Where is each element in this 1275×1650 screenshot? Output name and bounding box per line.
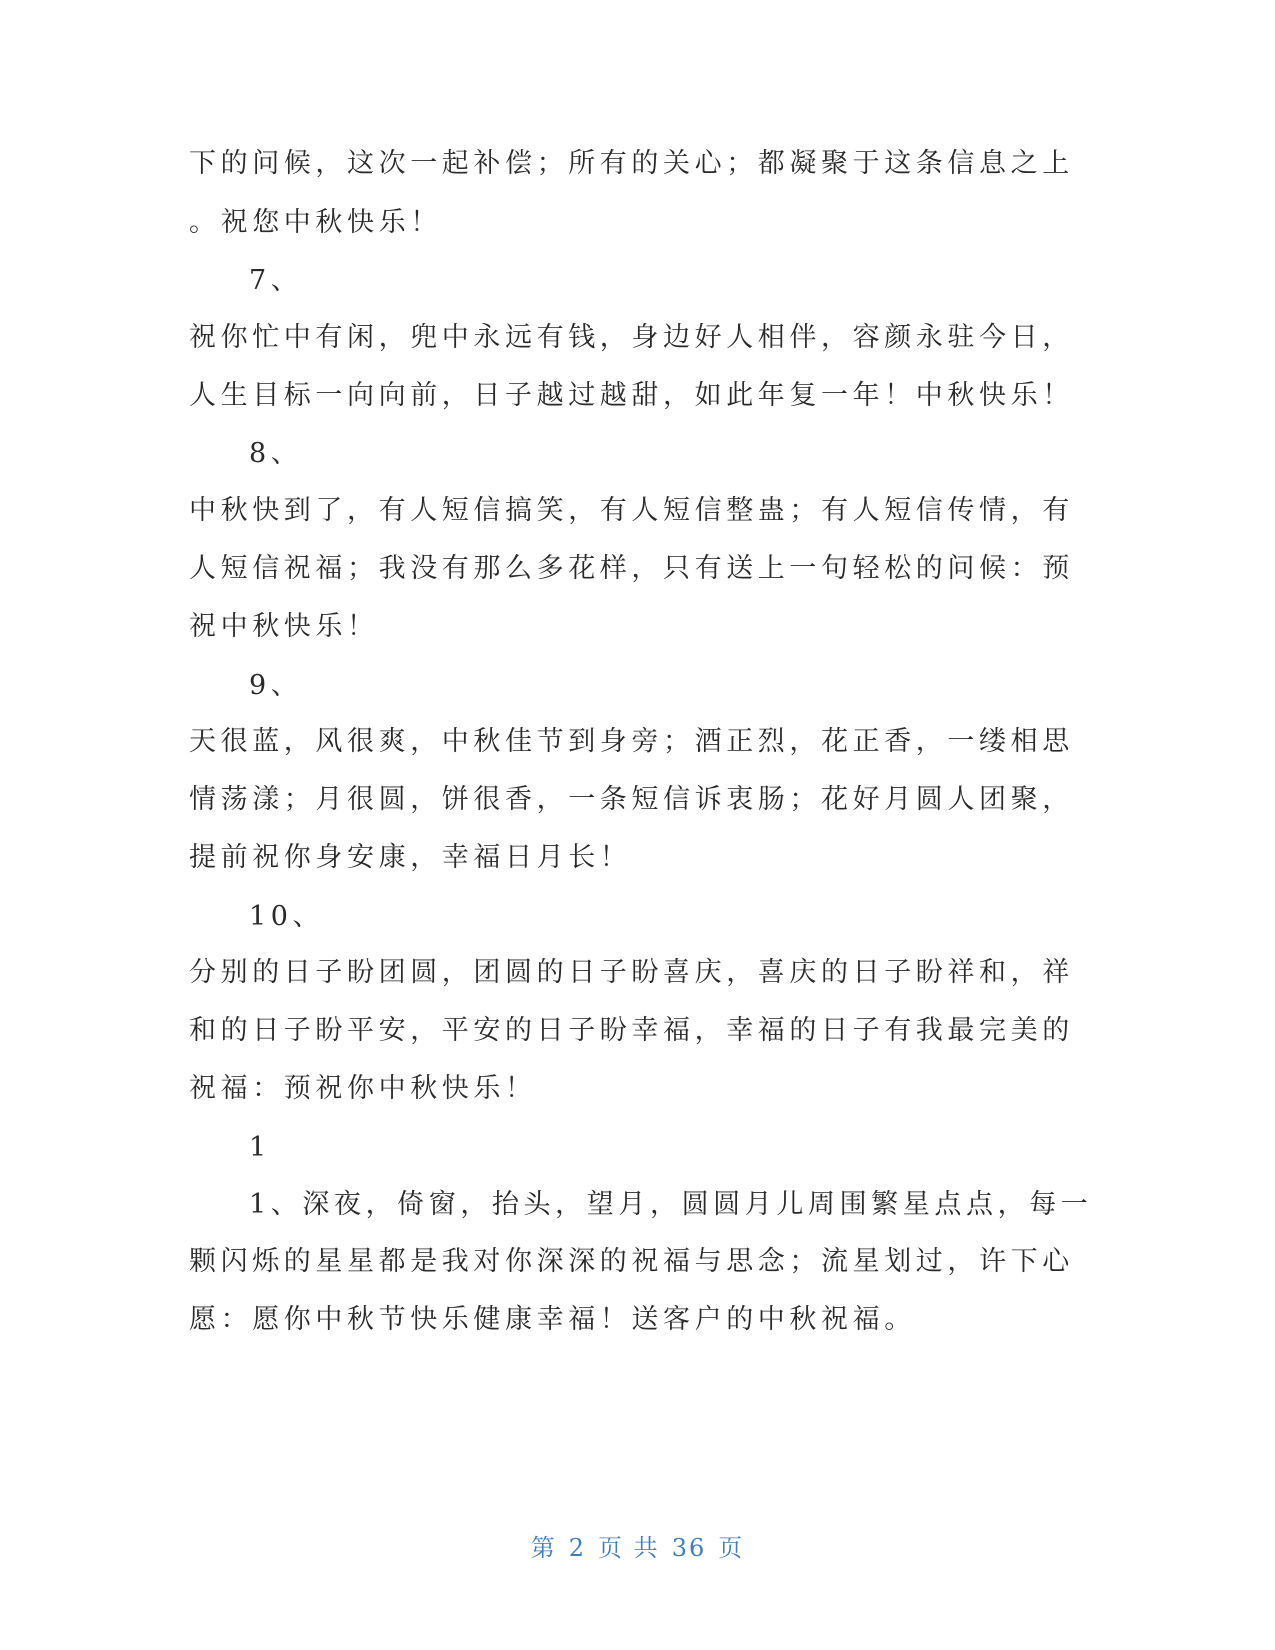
text-line: 分别的日子盼团圆，团圆的日子盼喜庆，喜庆的日子盼祥和，祥 bbox=[189, 957, 1074, 988]
text-line: 祝中秋快乐！ bbox=[189, 611, 379, 642]
text-line: 和的日子盼平安，平安的日子盼幸福，幸福的日子有我最完美的 bbox=[189, 1015, 1074, 1046]
current-page-number: 2 bbox=[568, 1534, 587, 1562]
text-line: 祝你忙中有闲，兜中永远有钱，身边好人相伴，容颜永驻今日， bbox=[189, 322, 1074, 353]
text-line: 中秋快到了，有人短信搞笑，有人短信整蛊；有人短信传情，有 bbox=[189, 495, 1074, 526]
text-line: 下的问候，这次一起补偿；所有的关心；都凝聚于这条信息之上 bbox=[189, 148, 1074, 179]
total-page-count: 36 bbox=[671, 1534, 707, 1562]
text-line: 提前祝你身安康，幸福日月长！ bbox=[189, 842, 632, 873]
item-number: 9、 bbox=[249, 670, 303, 701]
footer-prefix: 第 bbox=[530, 1534, 557, 1562]
page-footer bbox=[0, 1528, 1275, 1563]
text-line: 愿：愿你中秋节快乐健康幸福！送客户的中秋祝福。 bbox=[189, 1304, 916, 1335]
text-line: 祝福：预祝你中秋快乐！ bbox=[189, 1073, 537, 1104]
text-line: 人短信祝福；我没有那么多花样，只有送上一句轻松的问候：预 bbox=[189, 553, 1074, 584]
footer-suffix: 页 bbox=[718, 1534, 745, 1562]
text-line: 天很蓝，风很爽，中秋佳节到身旁；酒正烈，花正香，一缕相思 bbox=[189, 726, 1074, 757]
text-line: 颗闪烁的星星都是我对你深深的祝福与思念；流星划过，许下心 bbox=[189, 1246, 1074, 1277]
item-number: 8、 bbox=[249, 438, 303, 469]
item-number: 1 bbox=[249, 1132, 271, 1163]
text-line: 1、深夜，倚窗，抬头，望月，圆圆月儿周围繁星点点，每一 bbox=[249, 1189, 1093, 1220]
text-line: 人生目标一向向前，日子越过越甜，如此年复一年！中秋快乐！ bbox=[189, 380, 1074, 411]
item-number: 7、 bbox=[249, 265, 303, 296]
text-line: 情荡漾；月很圆，饼很香，一条短信诉衷肠；花好月圆人团聚， bbox=[189, 784, 1074, 815]
footer-middle: 页 共 bbox=[598, 1534, 660, 1562]
text-line: 。祝您中秋快乐！ bbox=[189, 207, 442, 238]
item-number: 10、 bbox=[249, 901, 325, 932]
